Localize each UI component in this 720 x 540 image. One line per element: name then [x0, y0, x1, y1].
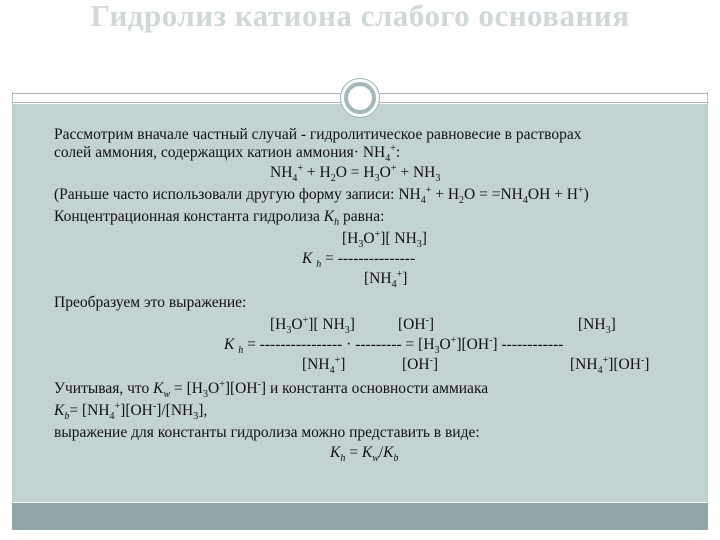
slide-content [12, 104, 708, 502]
equation-line: $NH_4^+ + H_2O = H_3O^+ + NH_3$ [270, 162, 441, 185]
slide-title: Гидролиз катиона слабого основания [90, 0, 630, 33]
text-line: Рассмотрим вначале частный случай - гидролитическое равновесие в растворах [54, 126, 582, 143]
formula-line: $K_h = K_w/K_b$ [330, 444, 399, 465]
decorative-ring-inner-icon [344, 82, 376, 114]
formula-numerator: [OH-] [398, 314, 435, 333]
text-line: выражение для константы гидролиза можно представить в виде: [54, 424, 480, 441]
text-line: Концентрационная константа гидролиза $K_h$ равна: [54, 208, 385, 229]
text-line: $K_b= [NH_4^+][OH^-]/[NH_3]$, [54, 400, 208, 423]
formula-numerator: $[NH_3]$ [578, 316, 616, 337]
formula-numerator: $[H_3O^+]$[ $NH_3$] [270, 314, 355, 337]
formula-denominator: [OH-] [402, 354, 439, 373]
formula-denominator: $[NH_4^+]$ [302, 354, 346, 377]
formula-denominator: $[NH_4^+][OH^-]$ [570, 354, 650, 377]
text-line: Учитывая, что $K_w = [H_3O^+][OH^-]$ и константа основности аммиака [54, 378, 489, 401]
formula-numerator: $[H_3O^+]$[ $NH_3$] [342, 228, 427, 251]
footer-bar [12, 503, 708, 530]
formula-denominator: $[NH_4^+]$ [364, 268, 408, 291]
text-line: Преобразуем это выражение: [54, 294, 247, 311]
formula-line: K $_h$ = --------------- [302, 250, 416, 271]
formula-line: K $_h$ = ---------------- · --------- = $[H_3O^+][OH^-]$ ------------ [224, 334, 564, 357]
text-line: (Раньше часто использовали другую форму записи: $NH_4^+ + H_2O = =NH_4OH + H^+$) [54, 184, 589, 207]
text-line: солей аммония, содержащих катион аммония· $NH_4^+$: [54, 142, 401, 165]
